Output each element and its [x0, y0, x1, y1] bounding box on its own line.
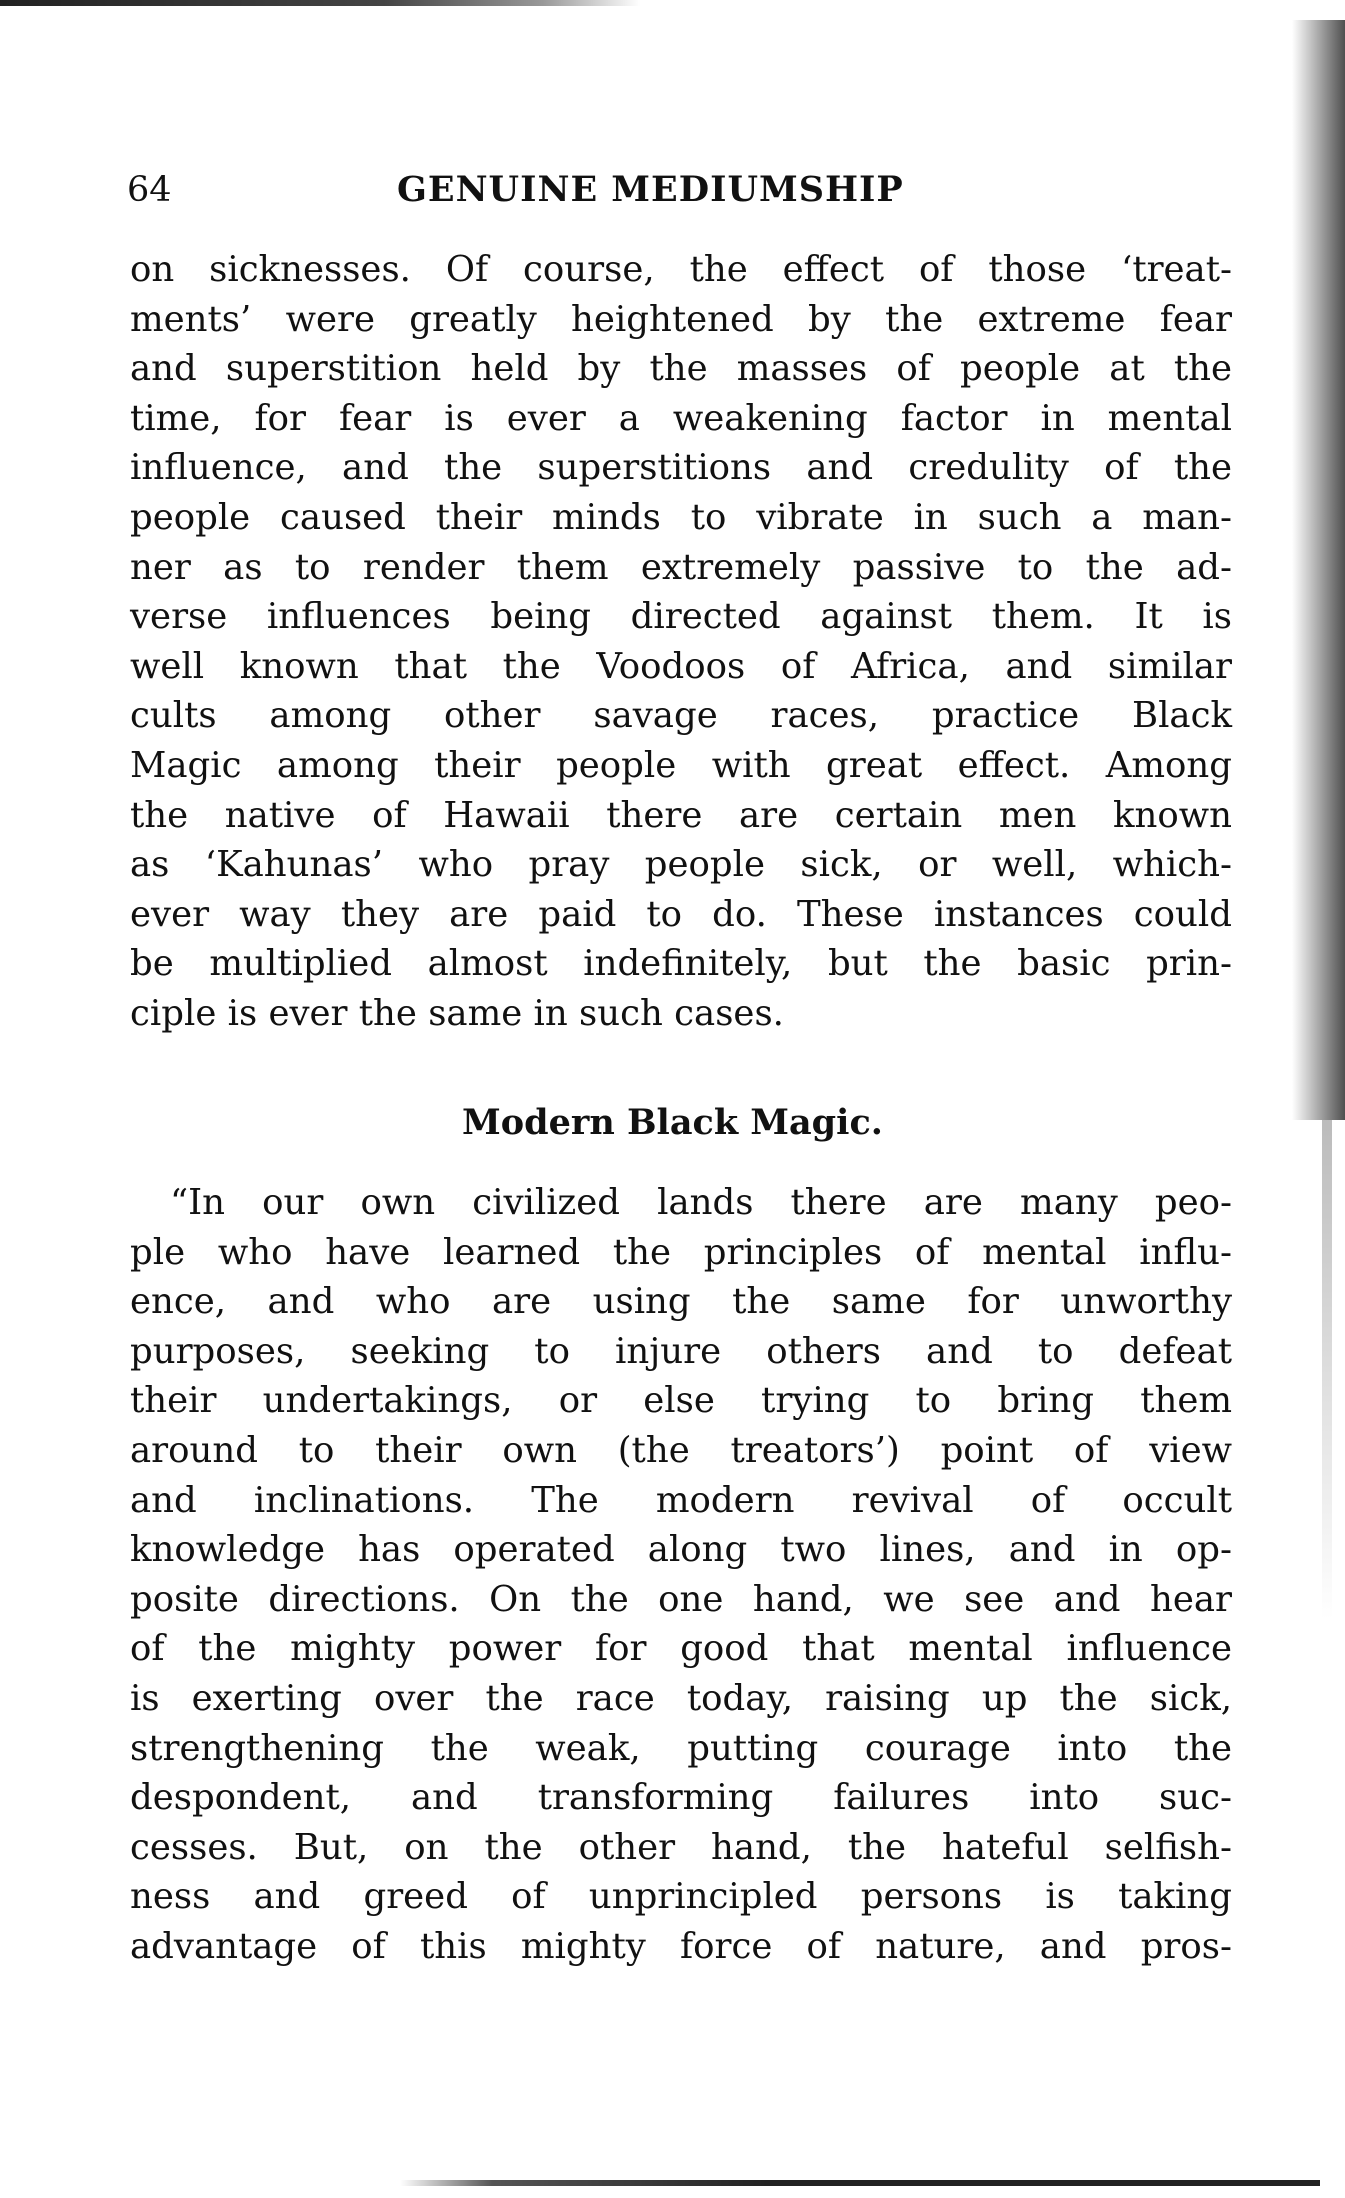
text-line: is exerting over the race today, raising up the sick,: [130, 1677, 1232, 1719]
text-line: their undertakings, or else trying to bring them: [130, 1380, 1232, 1422]
page-edge-shadow-lower: [1322, 1120, 1332, 1620]
text-line: ciple is ever the same in such cases.: [130, 992, 784, 1034]
text-line: advantage of this mighty force of nature, and pros-: [130, 1925, 1232, 1967]
text-line: “In our own civilized lands there are many peo-: [170, 1182, 1232, 1223]
text-line: time, for fear is ever a weakening factor in mental: [130, 397, 1232, 439]
text-line: verse influences being directed against them. It is: [130, 596, 1232, 638]
text-line: and inclinations. The modern revival of occult: [130, 1479, 1232, 1521]
text-line: ence, and who are using the same for unworthy: [130, 1281, 1232, 1323]
text-line: ple who have learned the principles of mental influ-: [130, 1231, 1232, 1273]
paragraph-1: [130, 245, 1232, 1039]
page-number: 64: [127, 170, 172, 210]
text-line: Magic among their people with great effect. Among: [130, 744, 1232, 786]
paragraph-2: [130, 1178, 1232, 1972]
text-line: the native of Hawaii there are certain men known: [130, 794, 1232, 836]
text-line: ever way they are paid to do. These instances could: [130, 893, 1232, 935]
text-line: despondent, and transforming failures into suc-: [130, 1777, 1232, 1819]
section-heading: Modern Black Magic.: [462, 1102, 883, 1143]
running-head: GENUINE MEDIUMSHIP: [397, 169, 904, 210]
text-line: and superstition held by the masses of people at the: [130, 348, 1232, 390]
page-edge-shadow: [1292, 20, 1345, 1120]
bottom-scan-rule: [400, 2180, 1320, 2186]
text-line: ness and greed of unprincipled persons is taking: [130, 1876, 1232, 1918]
text-line: strengthening the weak, putting courage into the: [130, 1727, 1232, 1769]
text-line: of the mighty power for good that mental influence: [130, 1628, 1232, 1670]
text-line: as ‘Kahunas’ who pray people sick, or well, which-: [130, 844, 1232, 886]
text-line: posite directions. On the one hand, we see and hear: [130, 1578, 1232, 1620]
text-line: knowledge has operated along two lines, and in op-: [130, 1529, 1232, 1571]
text-line: be multiplied almost indefinitely, but the basic prin-: [130, 943, 1232, 985]
text-line: cults among other savage races, practice Black: [130, 695, 1232, 737]
text-line: cesses. But, on the other hand, the hateful selfish-: [130, 1826, 1232, 1868]
text-line: purposes, seeking to injure others and to defeat: [130, 1330, 1232, 1372]
text-line: around to their own (the treators’) point of view: [130, 1429, 1232, 1471]
text-line: influence, and the superstitions and credulity of the: [130, 447, 1232, 489]
page-header: [127, 165, 1227, 215]
text-line: ner as to render them extremely passive to the ad-: [130, 546, 1232, 588]
text-line: on sicknesses. Of course, the effect of those ‘treat-: [130, 249, 1232, 290]
text-line: well known that the Voodoos of Africa, and similar: [130, 645, 1232, 687]
top-scan-rule: [0, 0, 640, 6]
text-line: ments’ were greatly heightened by the extreme fear: [130, 298, 1232, 340]
text-line: people caused their minds to vibrate in such a man-: [130, 496, 1232, 538]
